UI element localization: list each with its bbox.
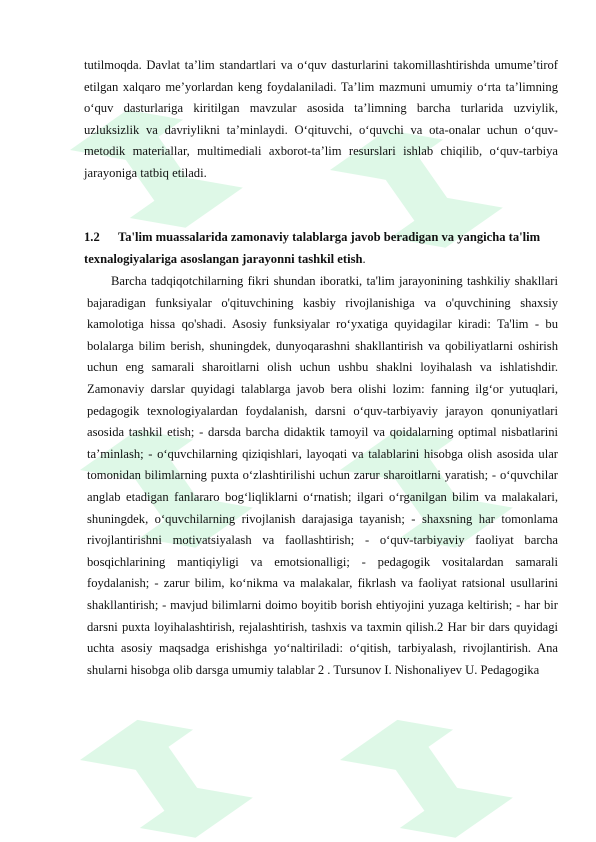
section-heading xyxy=(84,227,558,270)
body-paragraph: Barcha tadqiqotchilarning fikri shundan iboratki, ta'lim jarayonining tashkiliy shakllari bajaradigan funksiyalar o'qituvchining kasbiy rivojlanishiga va o'quvchining shaxsiy kamolotiga hissa qo'shadi. Asosiy funksiyalar ro‘yxatiga quyidagilar kiradi: Ta'lim - bu bolalarga bilim berish, shuningdek, dunyoqarashni shakllantirish va qobiliyatlarni oshirish uchun eng samarali sharoitlarni olish uchun ushbu shaklni loyihalash va ishlatishdir. Zamonaviy darslar quyidagi talablarga javob bera olishi lozim: fanning ilg‘or yutuqlari, pedagogik texnologiyalardan foydalanish, darsni o‘quv-tarbiyaviy jarayon qonuniyatlari asosida tashkil etish; - darsda barcha didaktik tamoyil va qoidalarning optimal nisbatlarini ta’minlash; - o‘quvchilarning qiziqishlari, layoqati va talablarini hisobga olish asosida ular tomonidan bilimlarning puxta o‘zlashtirilishi uchun zarur sharoitlarni yaratish; - o‘quvchilar anglab etadigan fanlararo bog‘liqliklarni o‘rnatish; ilgari o‘rganilgan bilim va malakalari, shuningdek, o‘quvchilarning rivojlanish darajasiga tayanish; - shaxsning har tomonlama rivojlantirishni motivatsiyalash va faollashtirish; - o‘quv-tarbiyaviy faoliyat barcha bosqichlarining mantiqiyligi va emotsionalligi; - pedagogik vositalardan samarali foydalanish; - zarur bilim, ko‘nikma va malakalar, fikrlash va faoliyat ratsional usullarini shakllantirish; - mavjud bilimlarni doimo boyitib borish ehtiyojini yuzaga keltirish; - har bir darsni puxta loyihalashtirish, rejalashtirish, tashxis va taxmin qilish.2 Har bir dars quyidagi uchta asosiy maqsadga erishishga yo‘naltiriladi: o‘qitish, tarbiyalash, rivojlantirish. Ana shularni hisobga olib darsga umumiy talablar 2 . Tursunov I. Nishonaliyev U. Pedagogika xyxy=(87,274,558,677)
intro-paragraph: tutilmoqda. Davlat ta’lim standartlari va o‘quv dasturlarini takomillashtirishda umume’tirof etilgan xalqaro me’yorlardan keng foydalaniladi. Ta’lim mazmuni umumiy o‘rta ta’limning o‘quv dasturlariga kiritilgan mavzular asosida ta’limning barcha turlarida uzviylik, uzluksizlik va davriylikni ta’minlaydi. O‘qituvchi, o‘quvchi va ota-onalar uchun o‘quv-metodik materiallar, multimediali axborot-ta’lim resurslari ishlab chiqilib, o‘quv-tarbiya jarayoniga tatbiq etiladi. xyxy=(84,58,558,180)
section-number: 1.2 xyxy=(84,230,100,244)
section-heading-end: . xyxy=(362,251,366,266)
section-heading-text: Ta'lim muassalarida zamonaviy talablarga javob beradigan va yangicha ta'lim texnalogiyalariga asoslangan jarayonni tashkil etish xyxy=(84,230,541,266)
